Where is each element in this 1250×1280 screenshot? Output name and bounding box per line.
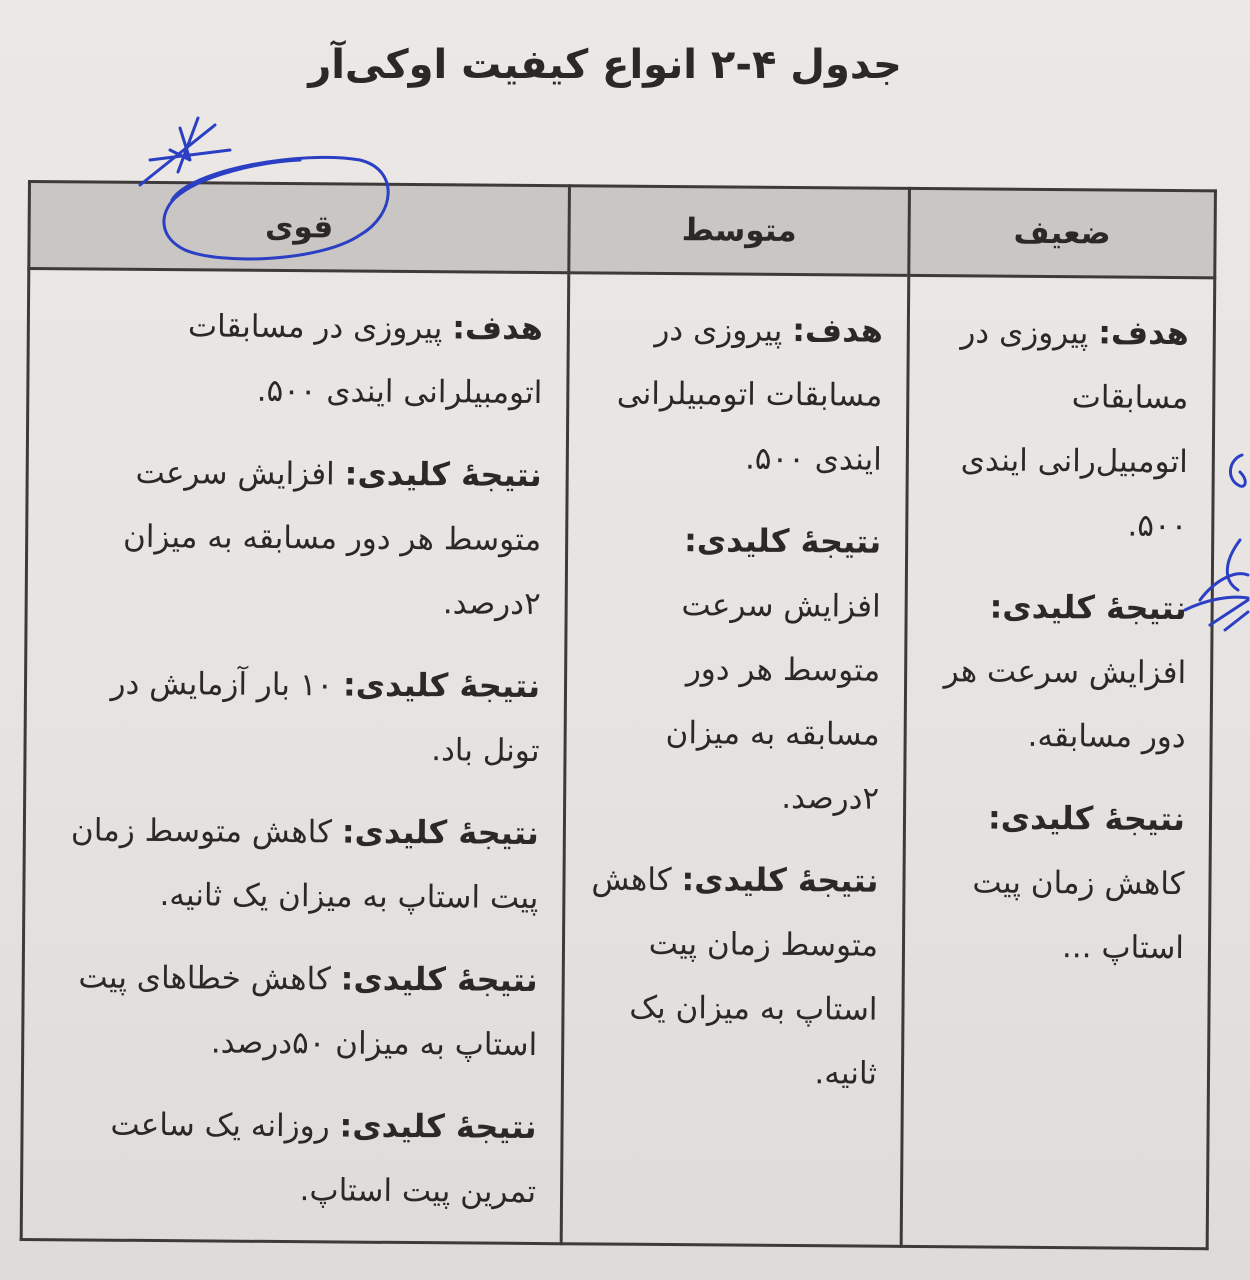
entry-label: نتیجهٔ کلیدی: <box>344 454 542 495</box>
okr-quality-table <box>20 180 1217 1250</box>
strong-key-result <box>50 650 540 783</box>
entry-label: نتیجهٔ کلیدی: <box>681 860 879 900</box>
strong-key-result <box>49 797 539 930</box>
entry-text: افزایش سرعت متوسط هر دور مسابقه به میزان ۲درصد. <box>122 454 542 623</box>
weak-key-result <box>930 574 1187 769</box>
entry-text: افزایش سرعت هر دور مسابقه. <box>943 653 1187 756</box>
cell-medium <box>561 273 909 1247</box>
pen-star-mark <box>140 118 230 185</box>
strong-key-result <box>48 944 538 1077</box>
okr-quality-table-wrapper <box>20 180 1214 1224</box>
medium-key-result <box>590 507 882 830</box>
entry-text: پیروزی در مسابقات اتومبیلرانی ایندی ۵۰۰. <box>616 311 883 478</box>
entry-label: نتیجهٔ کلیدی: <box>339 1106 537 1147</box>
table-body-row <box>21 269 1215 1249</box>
weak-key-result <box>929 785 1186 980</box>
weak-objective <box>932 299 1189 558</box>
entry-label: نتیجهٔ کلیدی: <box>989 587 1187 628</box>
entry-label: نتیجهٔ کلیدی: <box>340 959 538 1000</box>
entry-label: هدف: <box>1098 313 1189 353</box>
entry-label: هدف: <box>452 308 544 348</box>
strong-objective <box>53 292 543 425</box>
cell-weak <box>901 275 1215 1248</box>
table-header-row <box>29 182 1216 278</box>
entry-text: افزایش سرعت متوسط هر دور مسابقه به میزان ۲درصد. <box>665 587 881 817</box>
entry-text: روزانه یک ساعت تمرین پیت استاپ. <box>110 1106 537 1211</box>
entry-label: نتیجهٔ کلیدی: <box>987 798 1186 839</box>
header-medium: متوسط <box>569 186 910 276</box>
entry-text: پیروزی در مسابقات اتومبیلرانی ایندی ۵۰۰. <box>187 308 543 412</box>
table-caption: جدول ۴-۲ انواع کیفیت اوکی‌آر <box>308 42 902 88</box>
entry-text: کاهش متوسط زمان پیت استاپ به میزان یک ثانیه. <box>591 861 879 1092</box>
strong-key-result <box>47 1091 537 1224</box>
entry-text: کاهش متوسط زمان پیت استاپ به میزان یک ثانیه. <box>70 812 539 917</box>
entry-label: نتیجهٔ کلیدی: <box>341 812 540 853</box>
header-strong: قوی <box>29 182 570 273</box>
entry-text: ۱۰ بار آزمایش در تونل باد. <box>110 665 540 770</box>
header-weak: ضعیف <box>909 188 1216 277</box>
entry-label: نتیجهٔ کلیدی: <box>342 665 541 706</box>
strong-key-result <box>51 439 542 636</box>
entry-text: کاهش زمان پیت استاپ ... <box>972 864 1185 967</box>
entry-text: پیروزی در مسابقات اتومبیل‌رانی ایندی ۵۰۰. <box>960 314 1189 545</box>
medium-key-result <box>588 846 879 1105</box>
medium-objective <box>593 296 884 491</box>
entry-label: نتیجهٔ کلیدی: <box>683 521 882 561</box>
entry-label: هدف: <box>792 311 883 350</box>
cell-strong <box>21 269 569 1244</box>
entry-text: کاهش خطاهای پیت استاپ به میزان ۵۰درصد. <box>78 959 538 1064</box>
